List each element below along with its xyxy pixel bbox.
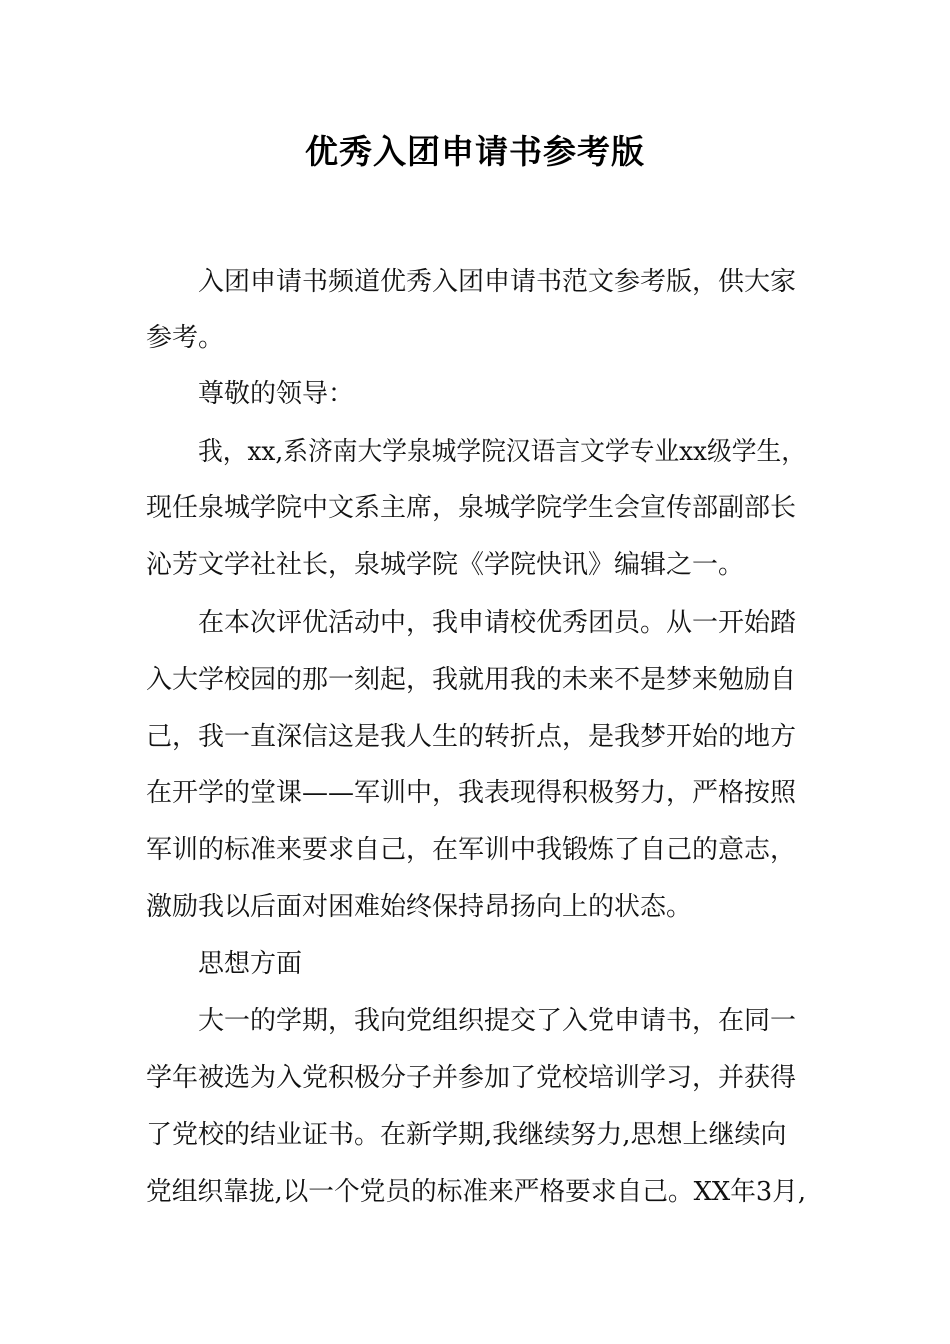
paragraph-line: 参考。: [146, 323, 225, 353]
paragraph-line: 大一的学期，我向党组织提交了入党申请书，在同一: [198, 1006, 797, 1036]
paragraph-line: 了党校的结业证书。在新学期,我继续努力,思想上继续向: [146, 1120, 787, 1150]
paragraph-line: 军训的标准来要求自己，在军训中我锻炼了自己的意志，: [146, 835, 797, 865]
document-title: 优秀入团申请书参考版: [305, 132, 645, 171]
paragraph-line: 学年被选为入党积极分子并参加了党校培训学习，并获得: [146, 1063, 797, 1093]
paragraph-line: 在开学的堂课——军训中，我表现得积极努力，严格按照: [146, 778, 797, 808]
salutation: 尊敬的领导：: [198, 379, 355, 409]
paragraph-line: 在本次评优活动中，我申请校优秀团员。从一开始踏: [198, 608, 797, 638]
paragraph-line: 激励我以后面对困难始终保持昂扬向上的状态。: [146, 892, 693, 922]
paragraph-line: 己，我一直深信这是我人生的转折点，是我梦开始的地方: [146, 722, 797, 752]
paragraph-line: 现任泉城学院中文系主席，泉城学院学生会宣传部副部长: [146, 493, 797, 523]
section-heading: 思想方面: [198, 949, 303, 979]
paragraph-line: 沁芳文学社社长，泉城学院《学院快讯》编辑之一。: [146, 550, 745, 580]
paragraph-line: 入团申请书频道优秀入团申请书范文参考版，供大家: [198, 267, 797, 297]
paragraph-line: 入大学校园的那一刻起，我就用我的未来不是梦来勉励自: [146, 665, 797, 695]
paragraph-line: 我，xx,系济南大学泉城学院汉语言文学专业xx级学生，: [198, 437, 806, 467]
paragraph-line: 党组织靠拢,以一个党员的标准来严格要求自己。XX年3月,: [146, 1177, 807, 1207]
